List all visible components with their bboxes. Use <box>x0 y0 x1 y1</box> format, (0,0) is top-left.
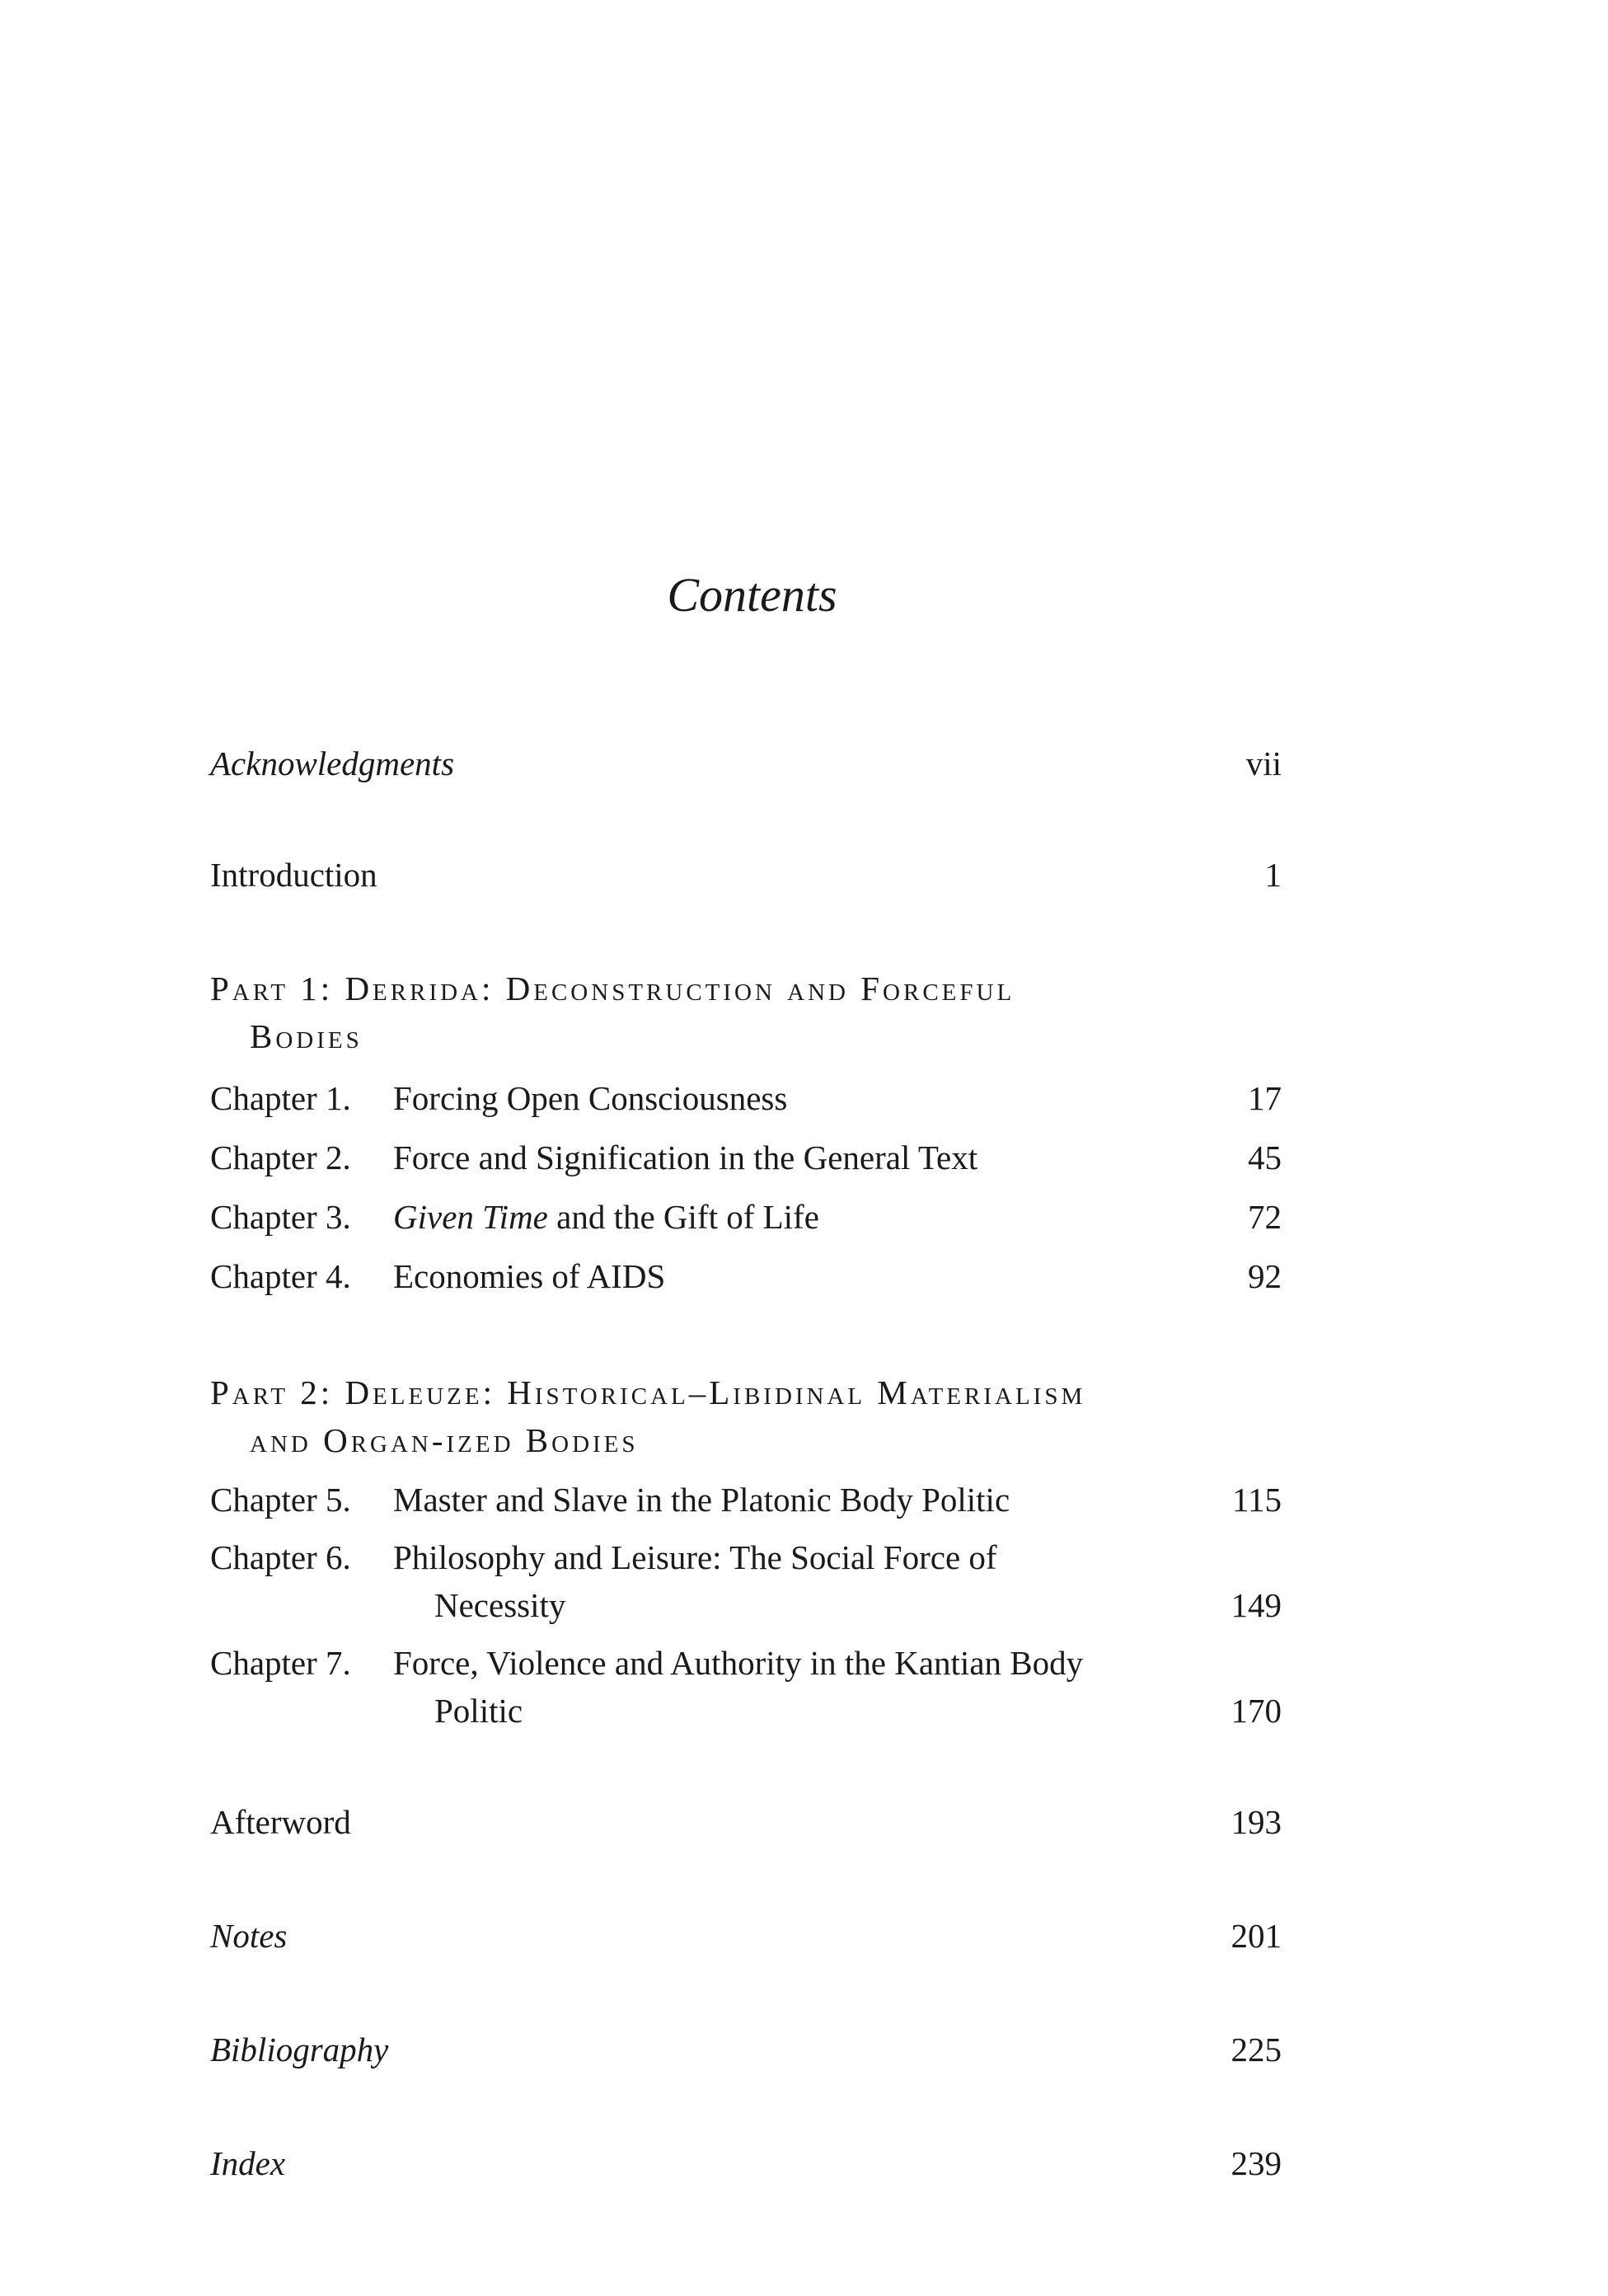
chapter-title: Forcing Open Consciousness <box>393 1079 788 1117</box>
toc-page-number: 45 <box>1248 1139 1282 1176</box>
chapter-title: Philosophy and Leisure: The Social Force of <box>393 1538 997 1576</box>
toc-page-number: 170 <box>1231 1692 1282 1730</box>
chapter-number: Chapter 5. <box>210 1481 351 1519</box>
chapter-number: Chapter 6. <box>210 1538 351 1576</box>
toc-entry-label: Notes <box>210 1917 288 1955</box>
toc-page-number: 115 <box>1232 1481 1282 1519</box>
toc-page-number: 92 <box>1248 1257 1282 1295</box>
chapter-number: Chapter 1. <box>210 1079 351 1117</box>
chapter-title <box>393 1194 819 1240</box>
chapter-title-rest: and the Gift of Life <box>547 1198 819 1236</box>
page-title: Contents <box>667 568 837 622</box>
chapter-title: Force, Violence and Authority in the Kantian Body <box>393 1644 1084 1682</box>
toc-page-number: 201 <box>1231 1917 1282 1955</box>
chapter-number: Chapter 4. <box>210 1257 351 1295</box>
toc-page-number: 72 <box>1248 1198 1282 1236</box>
toc-entry-label: Index <box>210 2144 286 2182</box>
toc-page-number: 193 <box>1231 1803 1282 1841</box>
chapter-title-continued: Politic <box>434 1692 523 1730</box>
toc-page-number: 149 <box>1231 1586 1282 1624</box>
toc-page-number: vii <box>1245 744 1282 782</box>
toc-entry-label: Afterword <box>210 1803 351 1841</box>
chapter-number: Chapter 3. <box>210 1198 351 1236</box>
chapter-title: Master and Slave in the Platonic Body Politic <box>393 1481 1010 1519</box>
toc-entry-label: Acknowledgments <box>210 744 455 782</box>
chapter-title: Economies of AIDS <box>393 1257 666 1295</box>
part-heading-line: Part 2: Deleuze: Historical–Libidinal Materialism <box>210 1373 1086 1411</box>
part-heading-line: Part 1: Derrida: Deconstruction and Forceful <box>210 970 1015 1007</box>
toc-page-number: 225 <box>1231 2031 1282 2068</box>
chapter-number: Chapter 7. <box>210 1644 351 1682</box>
toc-entry-label: Bibliography <box>210 2031 389 2068</box>
chapter-number: Chapter 2. <box>210 1139 351 1176</box>
part-heading-line: Bodies <box>250 1017 363 1055</box>
toc-page-number: 239 <box>1231 2144 1282 2182</box>
toc-page-number: 1 <box>1264 856 1282 894</box>
chapter-title-italic: Given Time <box>393 1198 548 1236</box>
toc-entry-label: Introduction <box>210 856 377 894</box>
part-heading-line: and Organ-ized Bodies <box>250 1421 639 1459</box>
toc-page-number: 17 <box>1248 1079 1282 1117</box>
chapter-title: Force and Signification in the General Text <box>393 1139 978 1176</box>
chapter-title-continued: Necessity <box>434 1586 566 1624</box>
